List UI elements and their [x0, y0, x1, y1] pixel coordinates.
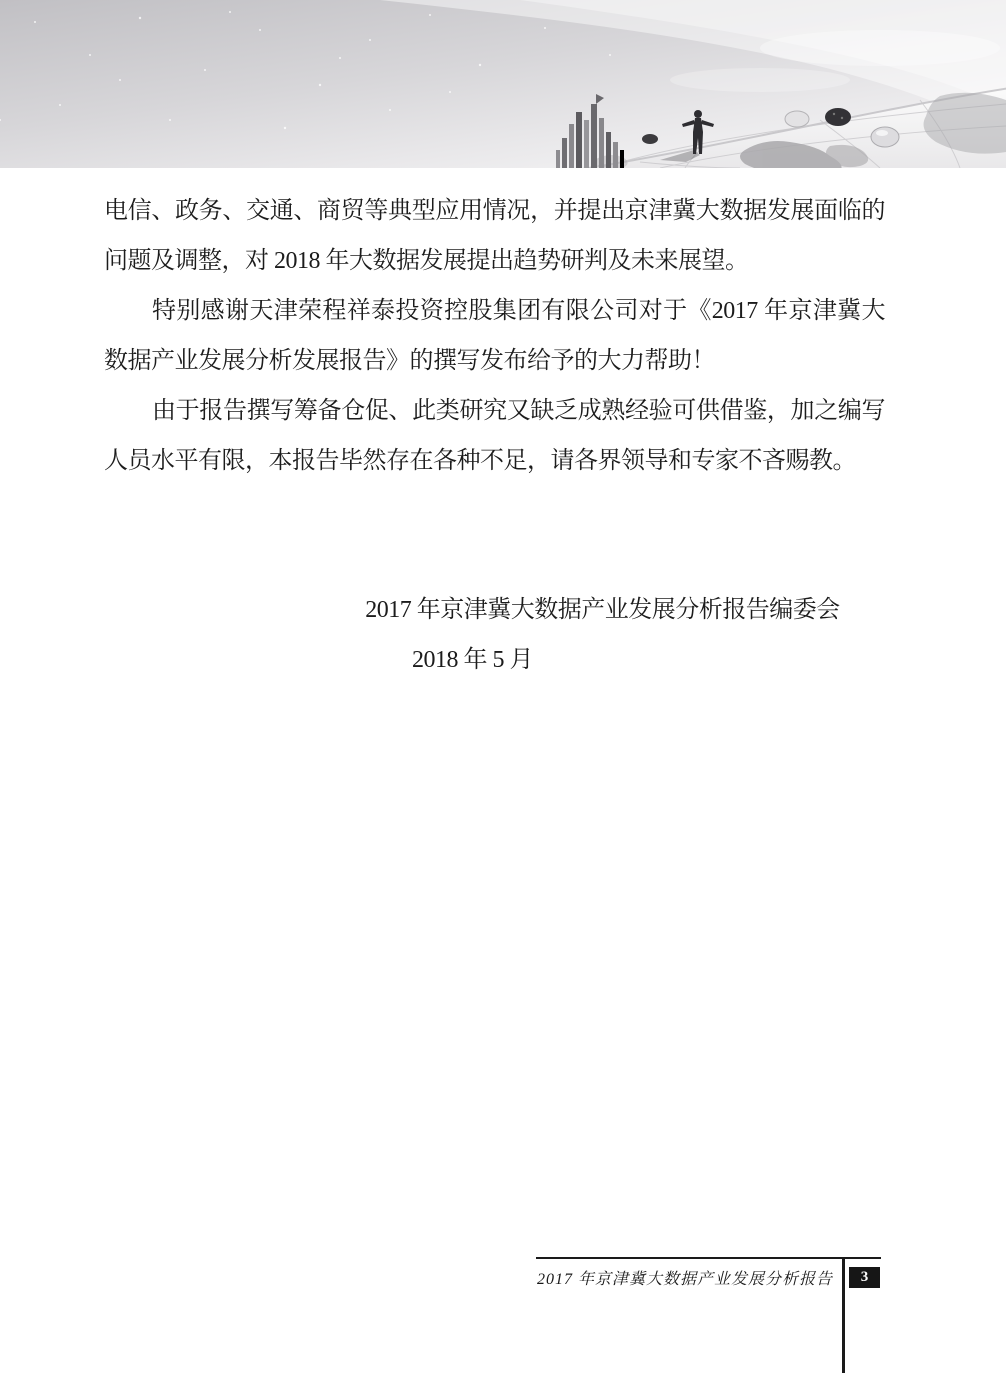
signature-block — [104, 585, 885, 685]
footer-vertical-rule — [842, 1257, 845, 1373]
footer-report-title: 2017 年京津冀大数据产业发展分析报告 — [536, 1271, 833, 1288]
body-line: 人员水平有限，本报告毕然存在各种不足，请各界领导和专家不吝赐教。 — [104, 448, 856, 474]
cloud — [670, 68, 850, 92]
sphere-light — [785, 111, 809, 127]
body-line: 特别感谢天津荣程祥泰投资控股集团有限公司对于《2017 年京津冀大 — [152, 298, 885, 324]
body-line: 电信、政务、交通、商贸等典型应用情况，并提出京津冀大数据发展面临的 — [104, 198, 885, 224]
cloud — [760, 30, 1000, 66]
body-text — [104, 186, 885, 486]
header-illustration-graphic — [0, 0, 1006, 168]
sphere-light-large — [871, 127, 899, 147]
footer-horizontal-rule — [536, 1257, 881, 1259]
signature-date: 2018 年 5 月 — [412, 647, 533, 673]
body-line: 数据产业发展分析发展报告》的撰写发布给予的大力帮助！ — [104, 348, 715, 374]
sphere-dark — [825, 108, 851, 126]
page-number-badge — [849, 1267, 880, 1288]
page-number: 3 — [860, 1269, 869, 1285]
sphere-dark-small — [642, 134, 658, 144]
body-line: 由于报告撰写筹备仓促、此类研究又缺乏成熟经验可供借鉴，加之编写 — [152, 398, 885, 424]
signature-committee: 2017 年京津冀大数据产业发展分析报告编委会 — [365, 597, 840, 623]
header-banner — [0, 0, 1006, 168]
body-line: 问题及调整，对 2018 年大数据发展提出趋势研判及未来展望。 — [104, 248, 749, 274]
